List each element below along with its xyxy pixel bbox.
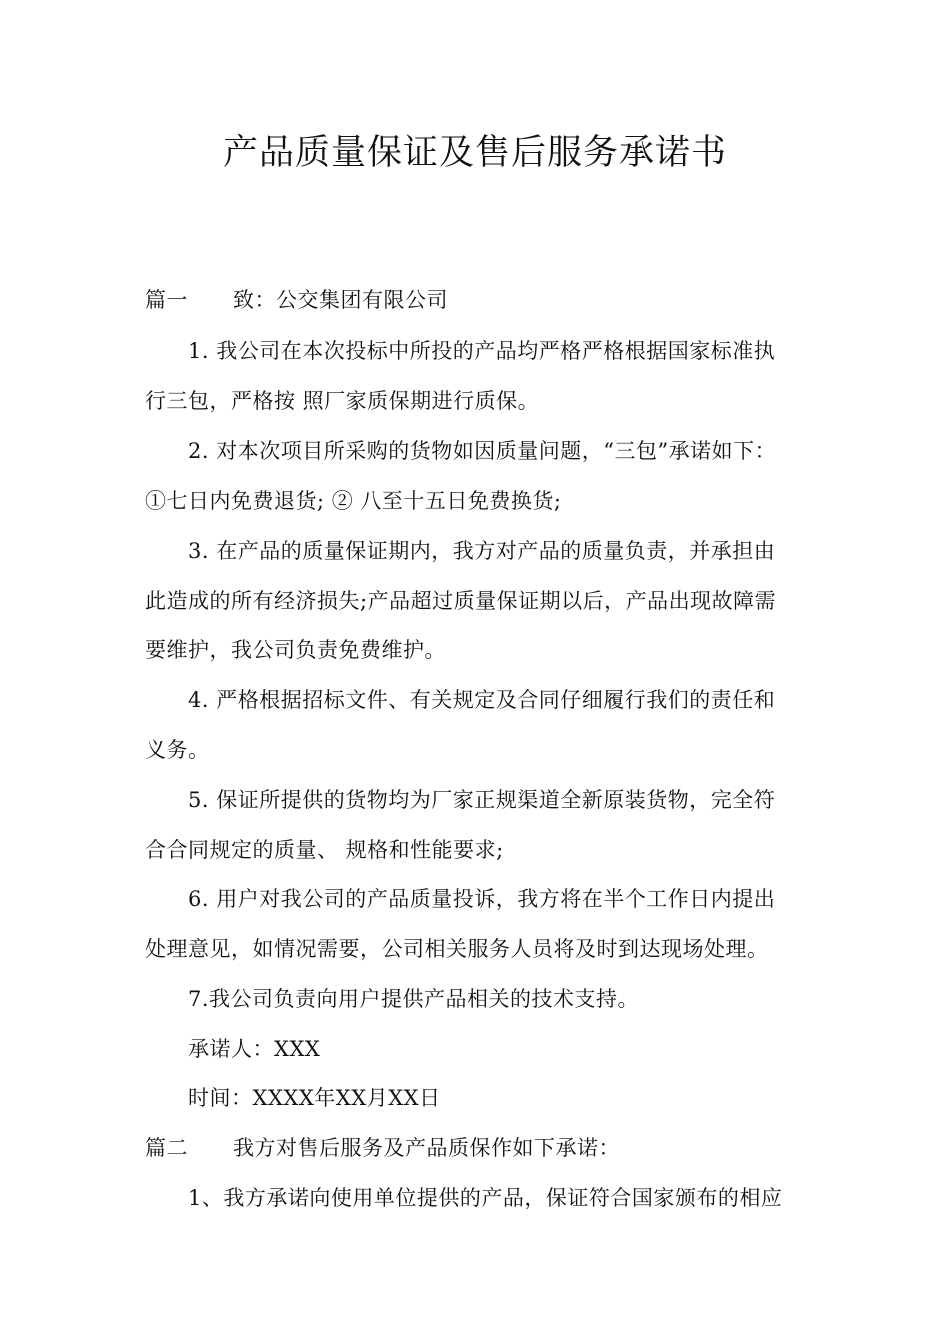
item-6-line-1: 6. 用户对我公司的产品质量投诉，我方将在半个工作日内提出 — [188, 887, 776, 911]
promisor-line: 承诺人：XXX — [188, 1037, 321, 1061]
section-1-heading-line — [145, 285, 448, 315]
item-7-line-1: 7.我公司负责向用户提供产品相关的技术支持。 — [188, 987, 640, 1011]
item-2-line-2: ①七日内免费退货; ② 八至十五日免费换货; — [145, 489, 562, 513]
section-2-heading-line — [145, 1133, 620, 1163]
item-2-line-1: 2. 对本次项目所采购的货物如因质量问题，“三包”承诺如下： — [188, 439, 777, 463]
item-4-line-2: 义务。 — [145, 738, 210, 762]
document-title: 产品质量保证及售后服务承诺书 — [222, 133, 727, 173]
item-5-line-1: 5. 保证所提供的货物均为厂家正规渠道全新原装货物，完全符 — [188, 788, 776, 812]
section-1-heading: 致：公交集团有限公司 — [233, 288, 448, 312]
item-5-line-2: 合合同规定的质量、 规格和性能要求; — [145, 838, 504, 862]
item-6-line-2: 处理意见，如情况需要，公司相关服务人员将及时到达现场处理。 — [145, 937, 769, 961]
item-1-line-1: 1. 我公司在本次投标中所投的产品均严格严格根据国家标准执 — [188, 339, 776, 363]
section-2-label: 篇二 — [145, 1136, 188, 1160]
date-line: 时间：XXXX年XX月XX日 — [188, 1086, 441, 1110]
section-2-item-1-line-1: 1、我方承诺向使用单位提供的产品，保证符合国家颁布的相应 — [188, 1186, 783, 1210]
item-3-line-2: 此造成的所有经济损失;产品超过质量保证期以后，产品出现故障需 — [145, 589, 777, 613]
item-3-line-3: 要维护，我公司负责免费维护。 — [145, 638, 446, 662]
item-3-line-1: 3. 在产品的质量保证期内，我方对产品的质量负责，并承担由 — [188, 539, 776, 563]
section-2-heading: 我方对售后服务及产品质保作如下承诺： — [233, 1136, 620, 1160]
item-1-line-2: 行三包，严格按 照厂家质保期进行质保。 — [145, 389, 540, 413]
item-4-line-1: 4. 严格根据招标文件、有关规定及合同仔细履行我们的责任和 — [188, 688, 776, 712]
section-1-label: 篇一 — [145, 288, 188, 312]
